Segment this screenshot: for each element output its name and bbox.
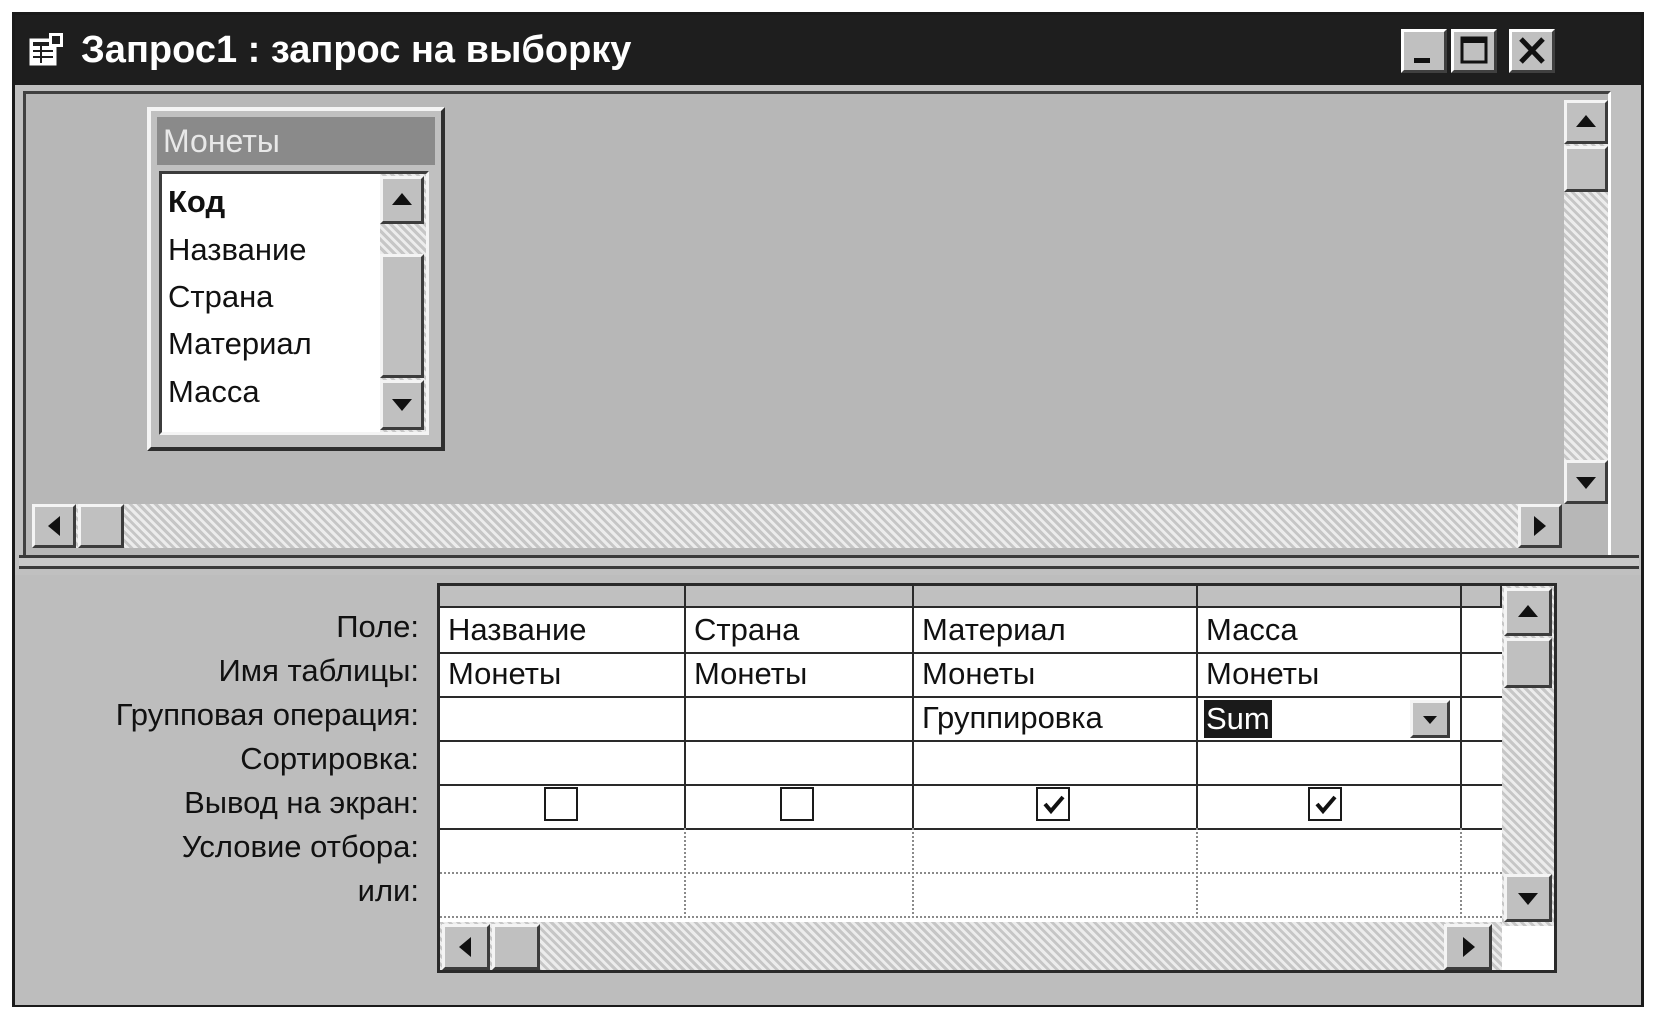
query-icon[interactable] xyxy=(29,33,65,67)
row-label-table: Имя таблицы: xyxy=(218,653,419,688)
field-list[interactable] xyxy=(159,171,429,435)
arrow-right-icon xyxy=(1521,507,1559,545)
show-checkbox[interactable] xyxy=(1308,787,1342,821)
grid-line xyxy=(440,872,1502,874)
pane-splitter[interactable] xyxy=(19,555,1639,569)
table-title[interactable]: Монеты xyxy=(157,117,435,165)
column-selector[interactable] xyxy=(914,586,1198,608)
row-label-criteria: Условие отбора: xyxy=(181,829,419,864)
minimize-button[interactable] xyxy=(1401,29,1447,73)
field-item[interactable]: Материал xyxy=(168,326,312,361)
maximize-icon xyxy=(1454,32,1494,70)
group-op-dropdown-button[interactable] xyxy=(1410,700,1450,738)
field-item[interactable]: Масса xyxy=(168,374,260,409)
field-item[interactable]: Страна xyxy=(168,279,274,314)
design-grid-pane xyxy=(15,575,1641,1005)
show-checkbox[interactable] xyxy=(544,787,578,821)
title-bar[interactable] xyxy=(15,15,1641,85)
checkmark-icon xyxy=(1039,790,1069,820)
grid-cell-group-op[interactable]: Группировка xyxy=(922,700,1103,735)
column-selector[interactable] xyxy=(1198,586,1462,608)
grid-hscroll-track[interactable] xyxy=(440,922,1502,970)
arrow-up-icon xyxy=(1507,591,1549,633)
show-checkbox[interactable] xyxy=(780,787,814,821)
arrow-right-icon xyxy=(1447,927,1489,967)
grid-cell-table[interactable]: Монеты xyxy=(1206,656,1320,691)
arrow-up-icon xyxy=(383,179,421,221)
column-selector[interactable] xyxy=(686,586,914,608)
row-label-show: Вывод на экран: xyxy=(184,785,419,820)
grid-hscroll-thumb[interactable] xyxy=(492,924,540,970)
grid-cell-group-op-selected[interactable]: Sum xyxy=(1206,701,1270,736)
field-item[interactable]: Код xyxy=(168,184,226,219)
grid-vscroll-thumb[interactable] xyxy=(1504,638,1552,688)
row-label-sort: Сортировка: xyxy=(240,741,419,776)
field-item[interactable]: Название xyxy=(168,232,307,267)
vscroll-thumb[interactable] xyxy=(1564,146,1608,192)
field-list-scroll-down-button[interactable] xyxy=(380,380,424,430)
grid-scroll-down-button[interactable] xyxy=(1504,874,1552,922)
grid-line xyxy=(684,828,686,918)
grid-cell-table[interactable]: Монеты xyxy=(922,656,1036,691)
grid-line xyxy=(440,696,1502,698)
table-field-list-window[interactable] xyxy=(147,107,445,451)
table-pane-hscroll-track[interactable] xyxy=(32,504,1562,548)
grid-scroll-up-button[interactable] xyxy=(1504,588,1552,636)
row-label-field: Поле: xyxy=(336,609,419,644)
grid-scroll-right-button[interactable] xyxy=(1444,924,1492,970)
grid-line xyxy=(440,652,1502,654)
grid-line xyxy=(1460,828,1462,918)
arrow-left-icon xyxy=(445,927,487,967)
grid-line xyxy=(1196,828,1198,918)
grid-line xyxy=(440,784,1502,786)
hscroll-thumb[interactable] xyxy=(78,504,124,548)
grid-line xyxy=(1460,586,1462,828)
show-checkbox[interactable] xyxy=(1036,787,1070,821)
scroll-right-button[interactable] xyxy=(1518,504,1562,548)
arrow-down-icon xyxy=(1567,463,1605,501)
column-selector[interactable] xyxy=(1462,586,1502,608)
scroll-left-button[interactable] xyxy=(32,504,76,548)
grid-cell-field[interactable]: Материал xyxy=(922,612,1066,647)
arrow-down-icon xyxy=(383,383,421,427)
scroll-down-button[interactable] xyxy=(1564,460,1608,504)
grid-line xyxy=(440,740,1502,742)
grid-line xyxy=(912,828,914,918)
design-grid[interactable] xyxy=(437,583,1557,973)
arrow-down-icon xyxy=(1507,877,1549,919)
grid-cell-field[interactable]: Название xyxy=(448,612,587,647)
checkmark-icon xyxy=(1311,790,1341,820)
column-selector[interactable] xyxy=(440,586,686,608)
grid-cell-table[interactable]: Монеты xyxy=(694,656,808,691)
scroll-up-button[interactable] xyxy=(1564,100,1608,144)
grid-line xyxy=(440,916,1502,918)
row-label-or: или: xyxy=(357,873,419,908)
minimize-icon xyxy=(1404,32,1444,70)
window-title: Запрос1 : запрос на выборку xyxy=(81,29,632,71)
query-design-window xyxy=(12,12,1644,1007)
arrow-up-icon xyxy=(1567,103,1605,141)
chevron-down-icon xyxy=(1413,703,1447,735)
grid-line xyxy=(440,828,1502,830)
arrow-left-icon xyxy=(35,507,73,545)
field-list-scroll-up-button[interactable] xyxy=(380,176,424,224)
grid-cell-field[interactable]: Страна xyxy=(694,612,800,647)
grid-scroll-left-button[interactable] xyxy=(442,924,490,970)
row-label-group-op: Групповая операция: xyxy=(115,697,419,732)
close-button[interactable] xyxy=(1509,29,1555,73)
grid-cell-field[interactable]: Масса xyxy=(1206,612,1298,647)
field-list-thumb[interactable] xyxy=(380,254,424,378)
grid-cell-table[interactable]: Монеты xyxy=(448,656,562,691)
maximize-button[interactable] xyxy=(1451,29,1497,73)
close-icon xyxy=(1512,32,1552,70)
